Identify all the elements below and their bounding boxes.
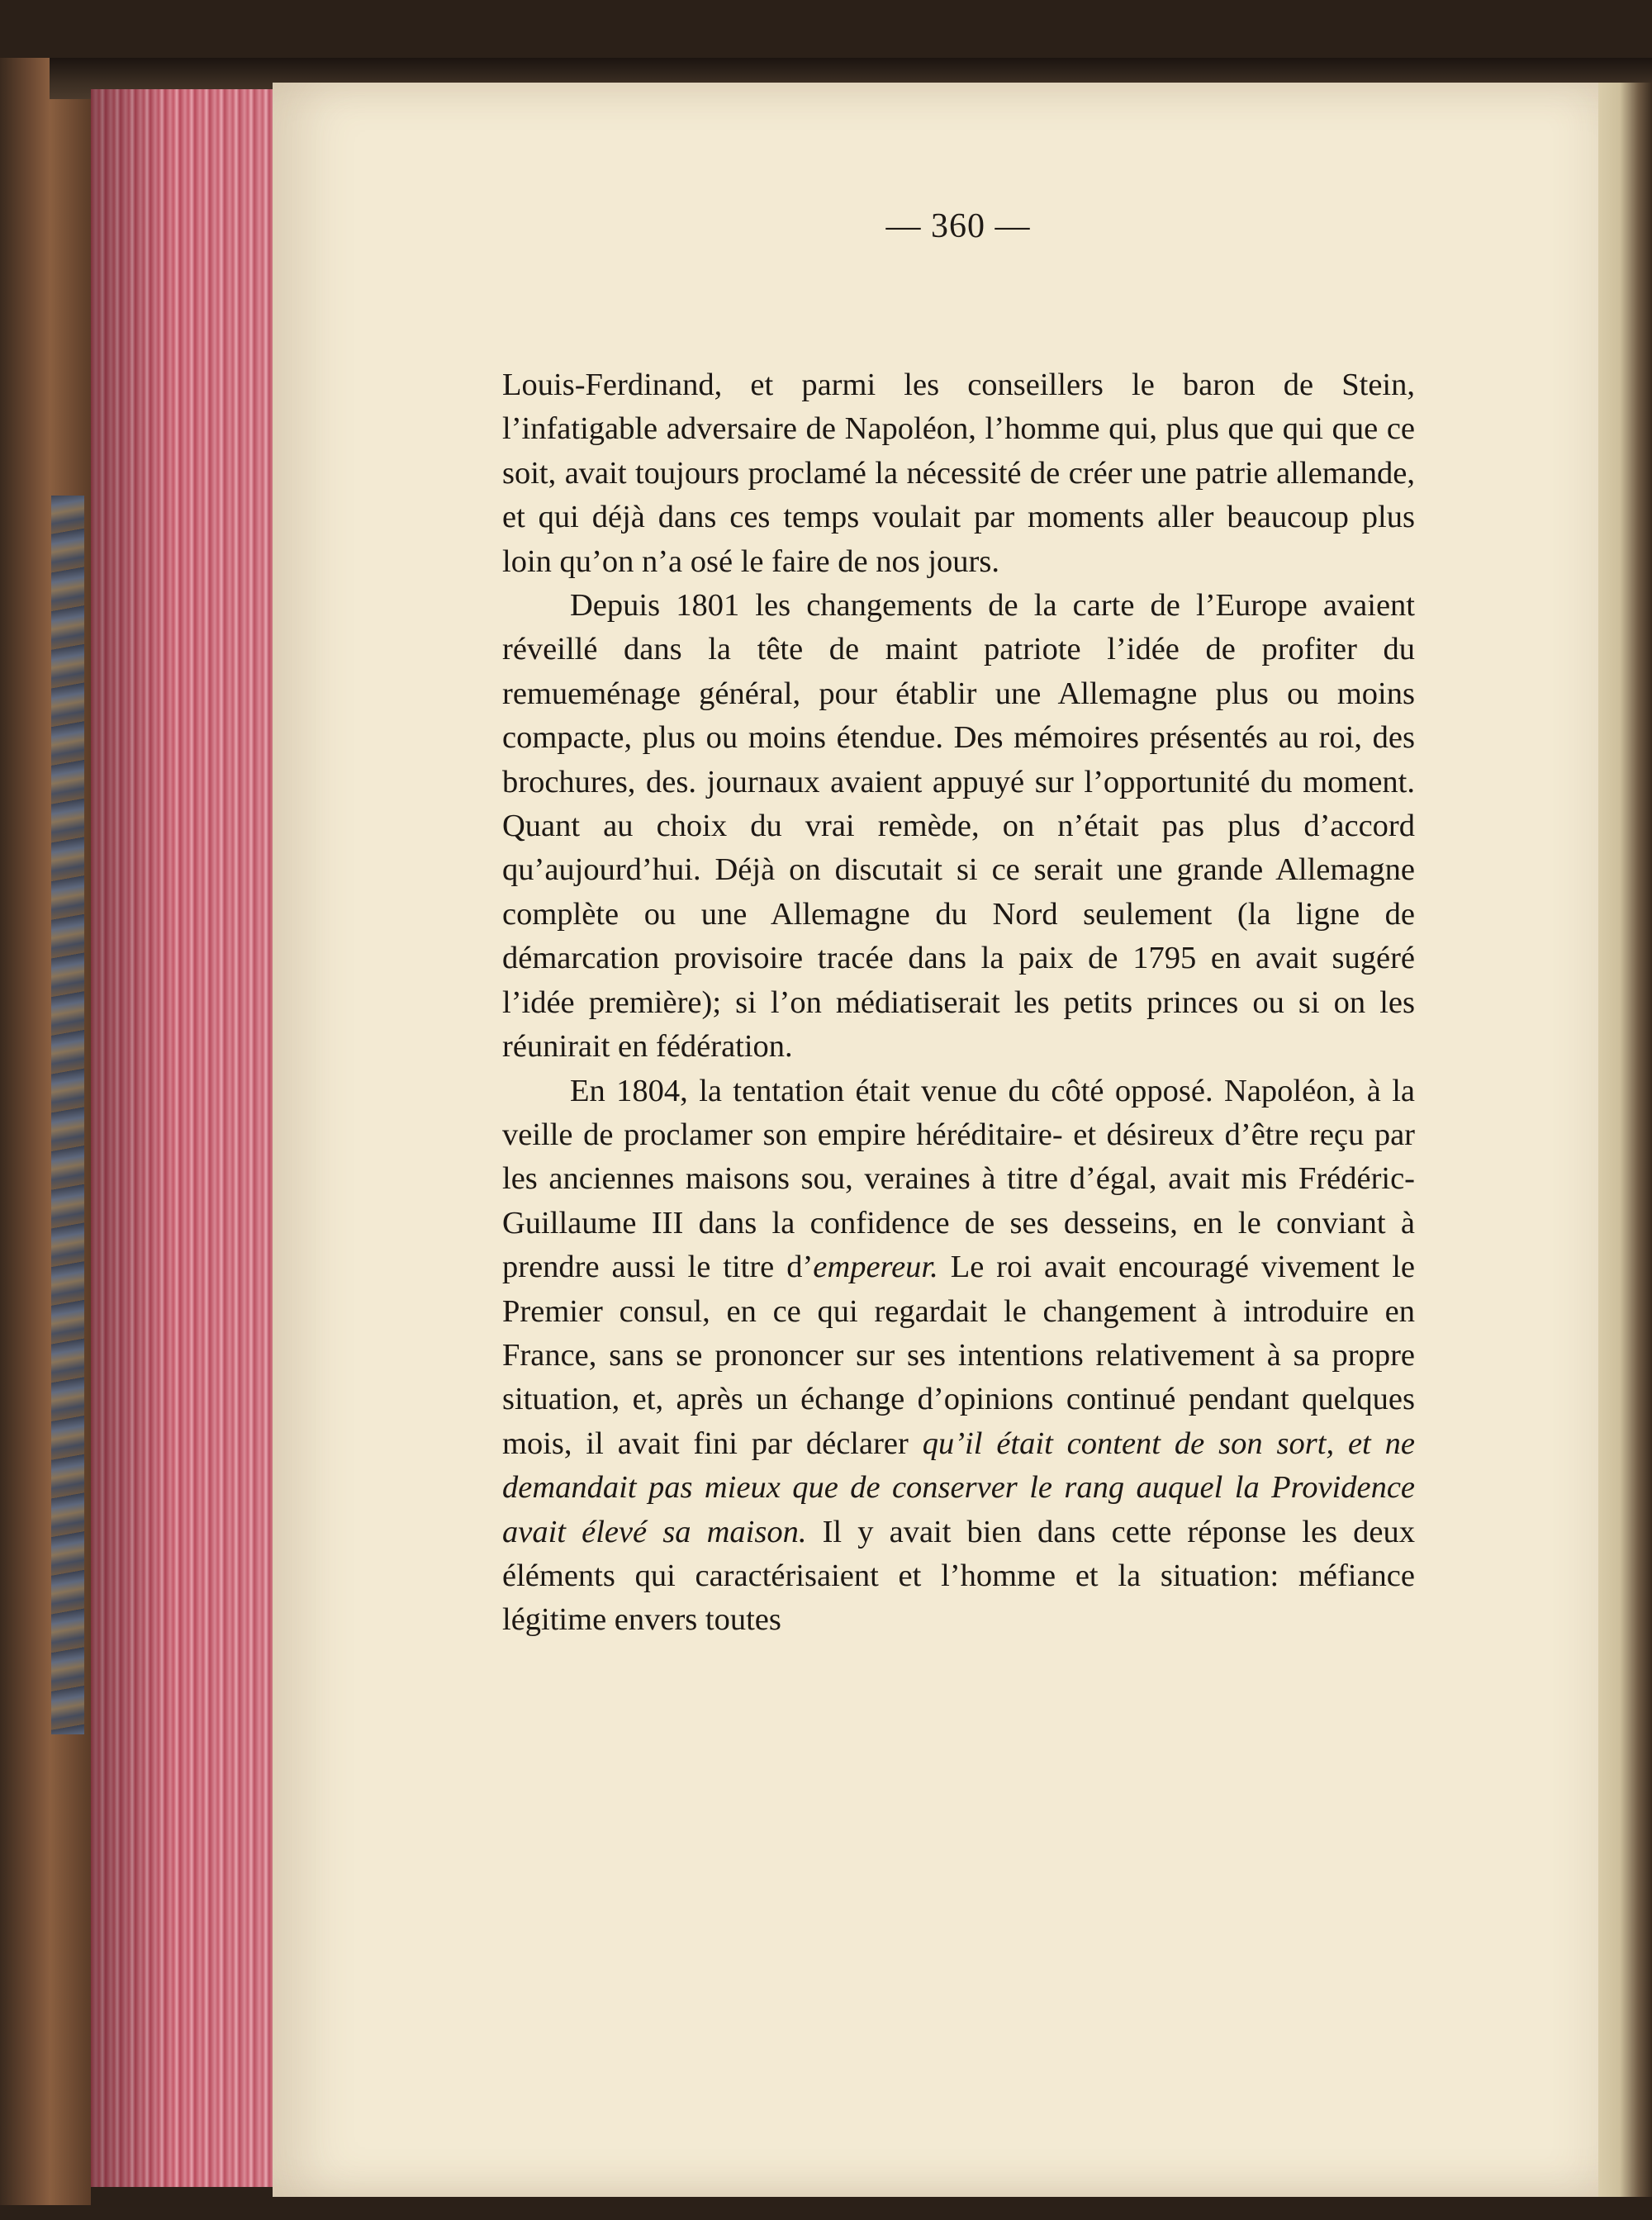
paragraph-3 <box>502 1070 1415 1643</box>
paragraph-3-part-1: En 1804, la tentation était venue du côté opposé. Napoléon, à la veille de proclamer son empire héréditaire- et désireux d’être reçu par les anciennes maisons sou, veraines à titre d’égal, avait mis Frédéric-Guillaume III dans la confidence de ses desseins, en le conviant à prendre aussi le titre d’ <box>502 1073 1415 1285</box>
paragraph-3-part-2: Le roi avait encouragé vivement le Premier consul, en ce qui regardait le changement à introduire en France, sans se prononcer sur ses intentions relativement à sa propre situation, et, après un échange d’opinions continué pendant quelques mois, il avait fini par déclarer <box>502 1250 1415 1461</box>
paragraph-2: Depuis 1801 les changements de la carte de l’Europe avaient réveillé dans la tête de maint patriote l’idée de profiter du remueménage général, pour établir une Allemagne plus ou moins compacte, plus ou moins étendue. Des mémoires présentés au roi, des brochures, des. journaux avaient appuyé sur l’opportunité du moment. Quant au choix du vrai remède, on n’était pas plus d’accord qu’aujourd’hui. Déjà on discutait si ce serait une grande Allemagne complète ou une Allemagne du Nord seulement (la ligne de démarcation provisoire tracée dans la paix de 1795 en avait sugéré l’idée première); si l’on médiatiserait les petits princes ou si on les réunirait en fédération. <box>502 588 1415 1065</box>
page-number: — 360 — <box>885 207 1031 245</box>
paragraph-1: Louis-Ferdinand, et parmi les conseillers le baron de Stein, l’infatigable adversaire de Napoléon, l’homme qui, plus que qui que ce soit, avait toujours proclamé la nécessité de créer une patrie allemande, et qui déjà dans ces temps voulait par moments aller beaucoup plus loin qu’on n’a osé le faire de nos jours. <box>502 368 1415 579</box>
page-number-header <box>0 206 1652 246</box>
paragraph-3-italic-1: empereur. <box>813 1250 938 1285</box>
marbled-cover-edge <box>51 496 84 1734</box>
page-body <box>502 363 1415 1643</box>
page-right-edge <box>1598 83 1652 2197</box>
page-edges-shade <box>91 89 297 2187</box>
paragraph-3-italic-2: qu’il était content de son sort, et ne demandait pas mieux que de conserver le rang auquel la Providence avait élevé sa maison. <box>502 1425 1415 1549</box>
paragraph-3-part-3: Il y avait bien dans cette réponse les deux éléments qui caractérisaient et l’homme et la situation: méfiance légitime envers toutes <box>502 1514 1415 1638</box>
